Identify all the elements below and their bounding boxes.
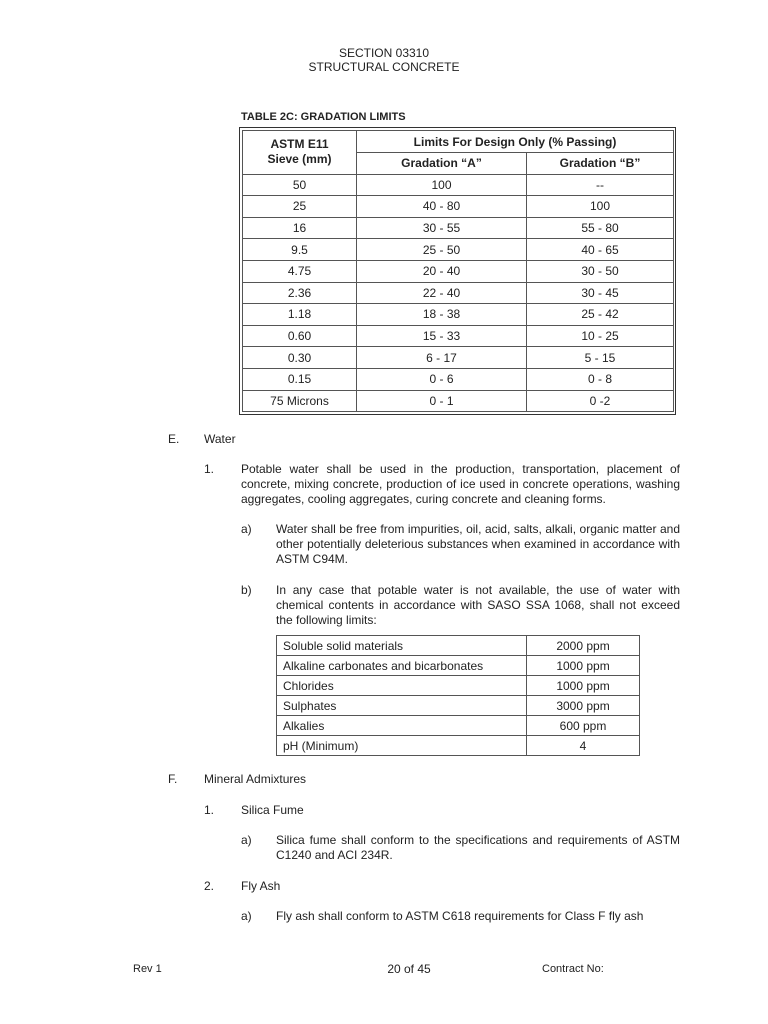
sieve-header-line1: ASTM E11 xyxy=(270,137,329,152)
item-f1-number: 1. xyxy=(204,803,215,817)
limit-value-cell: 4 xyxy=(527,736,640,756)
sieve-header-line2: Sieve (mm) xyxy=(267,152,332,167)
limit-name-cell: pH (Minimum) xyxy=(277,736,527,756)
item-f2a-number: a) xyxy=(241,909,252,923)
gradation-a-cell: 40 - 80 xyxy=(357,196,527,218)
item-f2-number: 2. xyxy=(204,879,215,893)
table-row xyxy=(277,736,640,756)
table-row xyxy=(277,696,640,716)
table-row xyxy=(243,390,674,412)
sieve-cell: 16 xyxy=(243,217,357,239)
gradation-a-cell: 15 - 33 xyxy=(357,325,527,347)
gradation-a-header: Gradation “A” xyxy=(357,153,527,175)
limits-group-header: Limits For Design Only (% Passing) xyxy=(357,131,674,153)
gradation-a-cell: 0 - 6 xyxy=(357,368,527,390)
gradation-b-cell: 5 - 15 xyxy=(527,347,674,369)
item-f1a-text: Silica fume shall conform to the specifications and requirements of ASTM C1240 and ACI 234R. xyxy=(276,833,680,862)
gradation-a-cell: 6 - 17 xyxy=(357,347,527,369)
limit-name-cell: Soluble solid materials xyxy=(277,636,527,656)
item-f1a-number: a) xyxy=(241,833,252,847)
sieve-cell: 75 Microns xyxy=(243,390,357,412)
item-f1-title: Silica Fume xyxy=(241,803,304,817)
limit-value-cell: 2000 ppm xyxy=(527,636,640,656)
table-row xyxy=(243,304,674,326)
footer-page-number: 20 of 45 xyxy=(387,962,431,976)
table-row xyxy=(277,656,640,676)
footer-contract: Contract No: xyxy=(542,963,604,975)
page-header xyxy=(0,46,768,74)
sieve-cell: 1.18 xyxy=(243,304,357,326)
gradation-b-cell: 0 - 8 xyxy=(527,368,674,390)
water-limits-table xyxy=(276,635,640,756)
table-row xyxy=(277,676,640,696)
item-e1b-text: In any case that potable water is not available, the use of water with chemical contents in accordance with SASO SSA 1068, shall not exceed the following limits: xyxy=(276,583,680,627)
limit-name-cell: Chlorides xyxy=(277,676,527,696)
sieve-cell: 9.5 xyxy=(243,239,357,261)
table-row xyxy=(243,347,674,369)
sieve-cell: 25 xyxy=(243,196,357,218)
table-2c-title: TABLE 2C: GRADATION LIMITS xyxy=(241,111,406,123)
section-f-title: Mineral Admixtures xyxy=(204,772,307,786)
limit-value-cell: 1000 ppm xyxy=(527,676,640,696)
gradation-a-cell: 18 - 38 xyxy=(357,304,527,326)
limit-name-cell: Alkaline carbonates and bicarbonates xyxy=(277,656,527,676)
sieve-cell: 50 xyxy=(243,174,357,196)
gradation-b-cell: -- xyxy=(527,174,674,196)
item-f2a-text: Fly ash shall conform to ASTM C618 requirements for Class F fly ash xyxy=(276,909,644,923)
table-row xyxy=(243,174,674,196)
table-row xyxy=(243,260,674,282)
item-e1-text: Potable water shall be used in the production, transportation, placement of concrete, mixing concrete, production of ice used in concrete operations, washing aggregates, cooling aggregates, curing concrete and cleaning forms. xyxy=(241,462,680,506)
gradation-b-cell: 10 - 25 xyxy=(527,325,674,347)
item-e1a-number: a) xyxy=(241,522,252,536)
gradation-b-cell: 25 - 42 xyxy=(527,304,674,326)
sieve-cell: 4.75 xyxy=(243,260,357,282)
sieve-cell: 2.36 xyxy=(243,282,357,304)
table-row xyxy=(243,196,674,218)
sieve-header xyxy=(243,131,357,175)
limit-name-cell: Sulphates xyxy=(277,696,527,716)
table-row xyxy=(277,716,640,736)
item-e1b-number: b) xyxy=(241,583,252,597)
section-f-label: F. xyxy=(168,772,178,786)
item-e1-number: 1. xyxy=(204,462,215,476)
gradation-b-cell: 0 -2 xyxy=(527,390,674,412)
table-row xyxy=(243,325,674,347)
gradation-b-cell: 55 - 80 xyxy=(527,217,674,239)
limit-value-cell: 600 ppm xyxy=(527,716,640,736)
table-row xyxy=(243,239,674,261)
gradation-a-cell: 0 - 1 xyxy=(357,390,527,412)
item-f2-title: Fly Ash xyxy=(241,879,281,893)
gradation-b-cell: 30 - 45 xyxy=(527,282,674,304)
gradation-a-cell: 30 - 55 xyxy=(357,217,527,239)
gradation-a-cell: 100 xyxy=(357,174,527,196)
sieve-cell: 0.60 xyxy=(243,325,357,347)
limit-value-cell: 3000 ppm xyxy=(527,696,640,716)
section-number: SECTION 03310 xyxy=(338,46,430,60)
table-row xyxy=(243,282,674,304)
limit-value-cell: 1000 ppm xyxy=(527,656,640,676)
gradation-table xyxy=(242,130,674,412)
gradation-b-header: Gradation “B” xyxy=(527,153,674,175)
table-row xyxy=(243,368,674,390)
sieve-cell: 0.30 xyxy=(243,347,357,369)
section-e-title: Water xyxy=(204,432,236,446)
gradation-a-cell: 20 - 40 xyxy=(357,260,527,282)
sieve-cell: 0.15 xyxy=(243,368,357,390)
table-row xyxy=(243,217,674,239)
section-e-label: E. xyxy=(168,432,180,446)
footer-revision: Rev 1 xyxy=(133,963,162,975)
gradation-a-cell: 22 - 40 xyxy=(357,282,527,304)
section-title: STRUCTURAL CONCRETE xyxy=(308,60,460,74)
gradation-b-cell: 100 xyxy=(527,196,674,218)
item-e1a-text: Water shall be free from impurities, oil, acid, salts, alkali, organic matter and other potentially deleterious substances when examined in accordance with ASTM C94M. xyxy=(276,522,680,566)
gradation-b-cell: 40 - 65 xyxy=(527,239,674,261)
gradation-b-cell: 30 - 50 xyxy=(527,260,674,282)
limit-name-cell: Alkalies xyxy=(277,716,527,736)
gradation-a-cell: 25 - 50 xyxy=(357,239,527,261)
table-row xyxy=(277,636,640,656)
